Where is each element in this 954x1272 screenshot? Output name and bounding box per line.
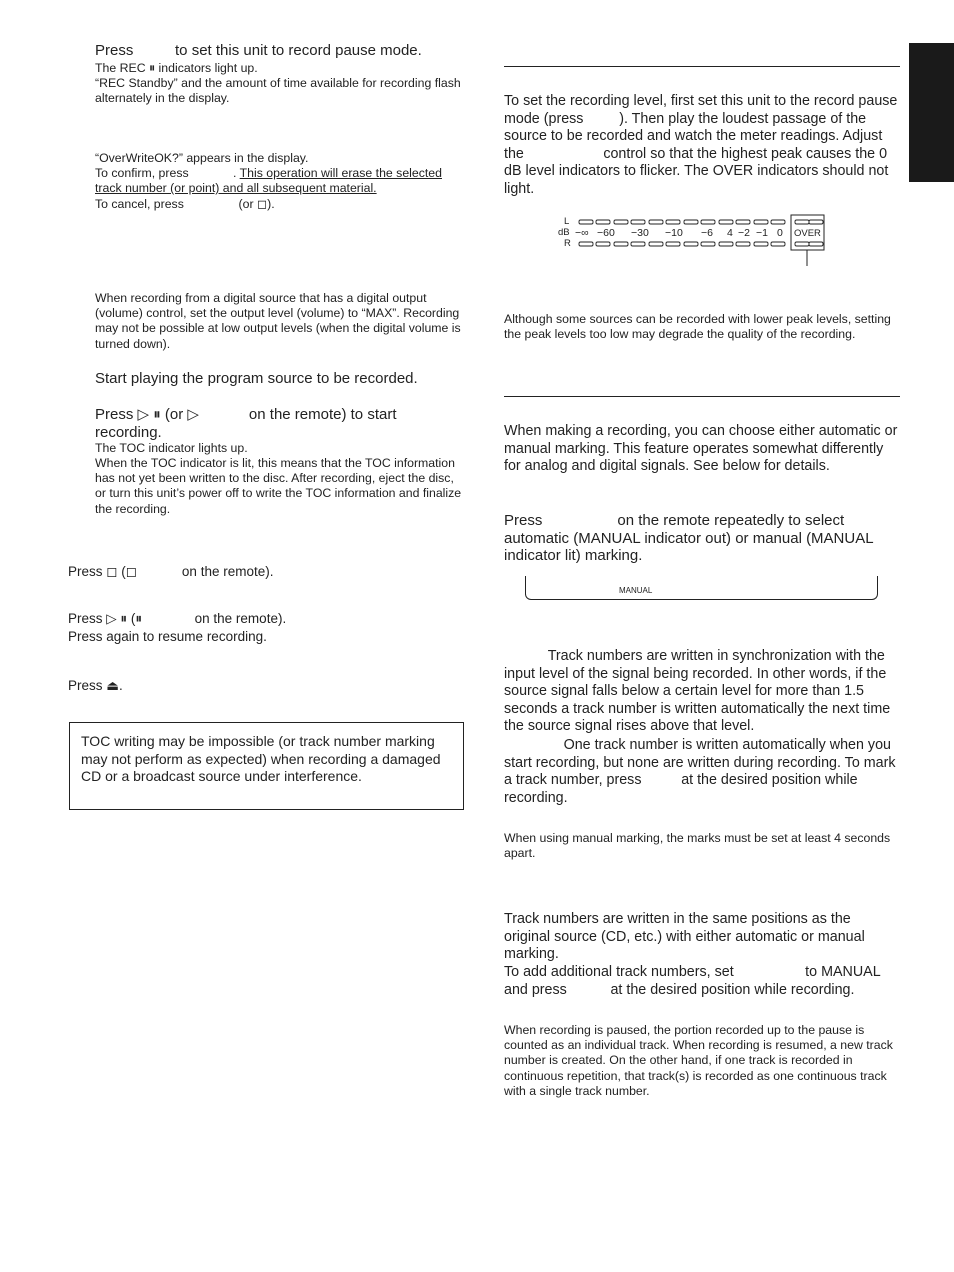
marking-intro: When making a recording, you can choose either automatic or manual marking. This feature operates somewhat differently for analog and digital signals. See below for details. — [504, 423, 898, 474]
meter-scale-10: −10 — [665, 227, 683, 239]
meter-segment — [809, 242, 823, 246]
meter-segment — [771, 242, 785, 246]
stop-instruction: Press ◻ (◻ on the remote). — [68, 564, 274, 579]
section-rule-level — [504, 66, 900, 67]
meter-segment — [579, 220, 593, 224]
meter-scale-inf: −∞ — [575, 227, 589, 239]
meter-segment — [649, 242, 663, 246]
step-record-pause: Press to set this unit to record pause mode. — [95, 42, 422, 59]
meter-segment — [719, 220, 733, 224]
meter-segment — [614, 242, 628, 246]
section-rule-marking — [504, 396, 900, 397]
resume-instruction: Press again to resume recording. — [68, 629, 267, 644]
toc-warning-box — [69, 722, 464, 810]
meter-segment — [719, 242, 733, 246]
level-intro: To set the recording level, first set this unit to the record pause mode (press ). Then play the loudest passage of the source to be recorded and watch the meter readings. Adjust the control so that the highest peak causes the 0 dB level indicators to flicker. The OVER indicators should not light. — [504, 93, 902, 197]
meter-segments-left — [579, 220, 823, 224]
meter-segment — [795, 220, 809, 224]
meter-segment — [666, 242, 680, 246]
step-start-source: Start playing the program source to be recorded. — [95, 370, 418, 387]
manual-indicator: MANUAL — [619, 586, 653, 595]
marking-step: Press on the remote repeatedly to select automatic (MANUAL indicator out) or manual (MANUAL indicator lit) marking. — [504, 512, 878, 564]
erase-warning: This operation will erase the selected track number (or point) and all subsequent material. — [95, 166, 442, 196]
eject-instruction: Press ⏏. — [68, 678, 123, 693]
meter-segment — [596, 220, 610, 224]
toc-warning-text: TOC writing may be impossible (or track number marking may not perform as expected) when recording a damaged CD or a broadcast source under interference. — [81, 733, 441, 784]
meter-scale-2: −2 — [738, 227, 750, 239]
cancel-note: To cancel, press (or ◻). — [95, 197, 275, 211]
meter-segment — [631, 220, 645, 224]
meter-segment — [684, 220, 698, 224]
meter-segment — [684, 242, 698, 246]
overwrite-note: “OverWriteOK?” appears in the display. — [95, 151, 309, 165]
meter-scale-1: −1 — [756, 227, 768, 239]
meter-segment — [614, 220, 628, 224]
meter-segment — [754, 242, 768, 246]
toc-indicator-note: The TOC indicator lights up. — [95, 441, 248, 455]
rec-standby-note: “REC Standby” and the amount of time available for recording flash alternately in the display. — [95, 76, 461, 106]
meter-scale-0: 0 — [777, 227, 783, 239]
toc-finalize-note: When the TOC indicator is lit, this means that the TOC information has not yet been written to the disc. After recording, eject the disc, or turn this unit’s power off to write the TOC information and finalize the recording. — [95, 456, 462, 516]
level-meter-graphic — [555, 213, 830, 268]
digital-source-note: When recording from a digital source that has a digital output (volume) control, set the output level (volume) to “MAX”. Recording may not be possible at low output levels (when the digital volume is turned down). — [95, 291, 461, 351]
meter-segment — [701, 220, 715, 224]
meter-scale-6: −6 — [701, 227, 713, 239]
confirm-note — [95, 166, 463, 196]
rec-indicators-note: The REC ⏸ indicators light up. — [95, 61, 258, 75]
meter-segment — [795, 242, 809, 246]
meter-segment — [771, 220, 785, 224]
meter-segment — [701, 242, 715, 246]
pause-instruction: Press ▷ ⏸ (⏸ on the remote). — [68, 611, 287, 626]
step-start-recording: Press ▷ ⏸ (or ▷ on the remote) to start recording. — [95, 406, 401, 441]
meter-segment — [579, 242, 593, 246]
digital-add-marks: To add additional track numbers, set to MANUAL and press at the desired position while recording. — [504, 964, 885, 998]
meter-segments-right — [579, 242, 823, 246]
meter-segment — [754, 220, 768, 224]
meter-scale-4: 4 — [727, 227, 733, 239]
meter-over-label: OVER — [794, 228, 821, 239]
analog-auto-marking: Track numbers are written in synchronization with the input level of the signal being recorded. In other words, if the source signal falls below a certain level for more than 1.5 seconds a track number is written automatically the next time the source signal rises above that level. — [504, 648, 895, 734]
pause-track-note: When recording is paused, the portion recorded up to the pause is counted as an individual track. When recording is resumed, a new track number is created. On the other hand, if one track is recorded in continuous repetition, that track(s) is recorded as one continuous track with a single track number. — [504, 1023, 893, 1098]
meter-label-l: L — [564, 216, 570, 227]
meter-scale-60: −60 — [597, 227, 615, 239]
meter-scale-30: −30 — [631, 227, 649, 239]
meter-segment — [736, 220, 750, 224]
level-meter — [555, 213, 830, 268]
digital-marking: Track numbers are written in the same positions as the original source (CD, etc.) with either automatic or manual marking. — [504, 911, 865, 962]
display-indicator-area — [525, 576, 878, 600]
meter-label-r: R — [564, 238, 571, 249]
meter-segment — [666, 220, 680, 224]
manual-spacing-note: When using manual marking, the marks must be set at least 4 seconds apart. — [504, 831, 891, 861]
meter-segment — [631, 242, 645, 246]
meter-label-db: dB — [558, 227, 570, 238]
confirm-prefix: To confirm, press . — [95, 166, 240, 180]
meter-segment — [596, 242, 610, 246]
peak-level-note: Although some sources can be recorded with lower peak levels, setting the peak levels too low may degrade the quality of the recording. — [504, 312, 891, 342]
meter-segment — [649, 220, 663, 224]
language-tab — [909, 43, 954, 182]
analog-manual-marking: One track number is written automatically when you start recording, but none are written during recording. To mark a track number, press at the desired position while recording. — [504, 737, 900, 806]
meter-segment — [736, 242, 750, 246]
meter-segment — [809, 220, 823, 224]
